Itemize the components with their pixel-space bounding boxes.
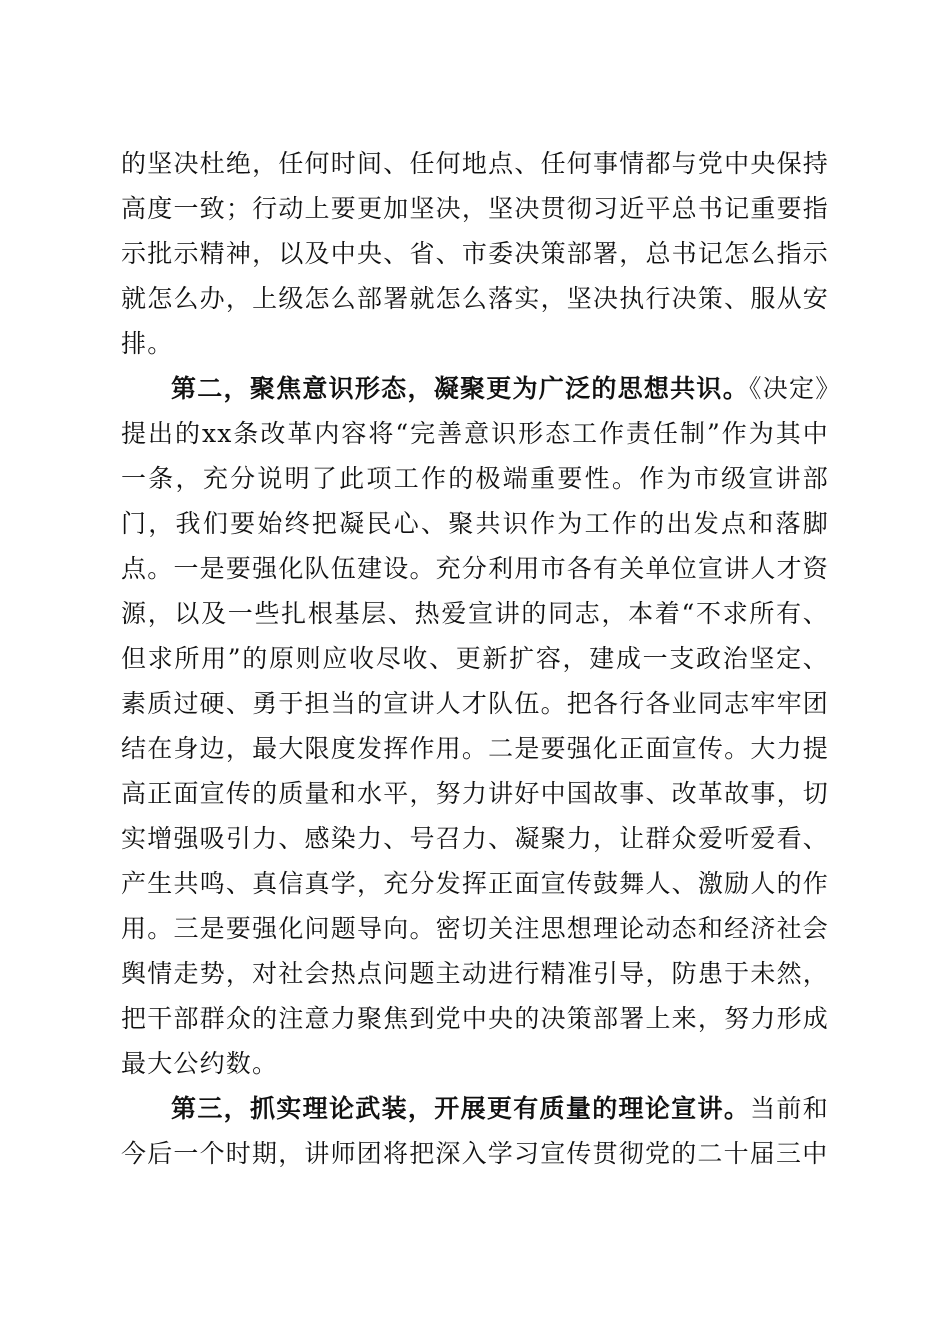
paragraph-2 bbox=[121, 366, 829, 1086]
document-body bbox=[121, 141, 829, 1176]
paragraph-1 bbox=[121, 141, 829, 366]
paragraph-3-lead: 第三，抓实理论武装，开展更有质量的理论宣讲。 bbox=[171, 1094, 751, 1123]
paragraph-3-body: 当前和今后一个时期，讲师团将把深入学习宣传贯彻党的二十届三中 bbox=[121, 1094, 829, 1168]
paragraph-2-body: 《决定》提出的xx条改革内容将“完善意识形态工作责任制”作为其中一条，充分说明了此项工作的极端重要性。作为市级宣讲部门，我们要始终把凝民心、聚共识作为工作的出发点和落脚点。一是要强化队伍建设。充分利用市各有关单位宣讲人才资源，以及一些扎根基层、热爱宣讲的同志，本着“不求所有、但求所用”的原则应收尽收、更新扩容，建成一支政治坚定、素质过硬、勇于担当的宣讲人才队伍。把各行各业同志牢牢团结在身边，最大限度发挥作用。二是要强化正面宣传。大力提高正面宣传的质量和水平，努力讲好中国故事、改革故事，切实增强吸引力、感染力、号召力、凝聚力，让群众爱听爱看、产生共鸣、真信真学，充分发挥正面宣传鼓舞人、激励人的作用。三是要强化问题导向。密切关注思想理论动态和经济社会舆情走势，对社会热点问题主动进行精准引导，防患于未然，把干部群众的注意力聚焦到党中央的决策部署上来，努力形成最大公约数。 bbox=[121, 374, 829, 1078]
paragraph-2-lead: 第二，聚焦意识形态，凝聚更为广泛的思想共识。 bbox=[171, 374, 749, 403]
paragraph-1-body: 的坚决杜绝，任何时间、任何地点、任何事情都与党中央保持高度一致；行动上要更加坚决，坚决贯彻习近平总书记重要指示批示精神，以及中央、省、市委决策部署，总书记怎么指示就怎么办，上级怎么部署就怎么落实，坚决执行决策、服从安排。 bbox=[121, 149, 829, 358]
paragraph-3 bbox=[121, 1086, 829, 1176]
